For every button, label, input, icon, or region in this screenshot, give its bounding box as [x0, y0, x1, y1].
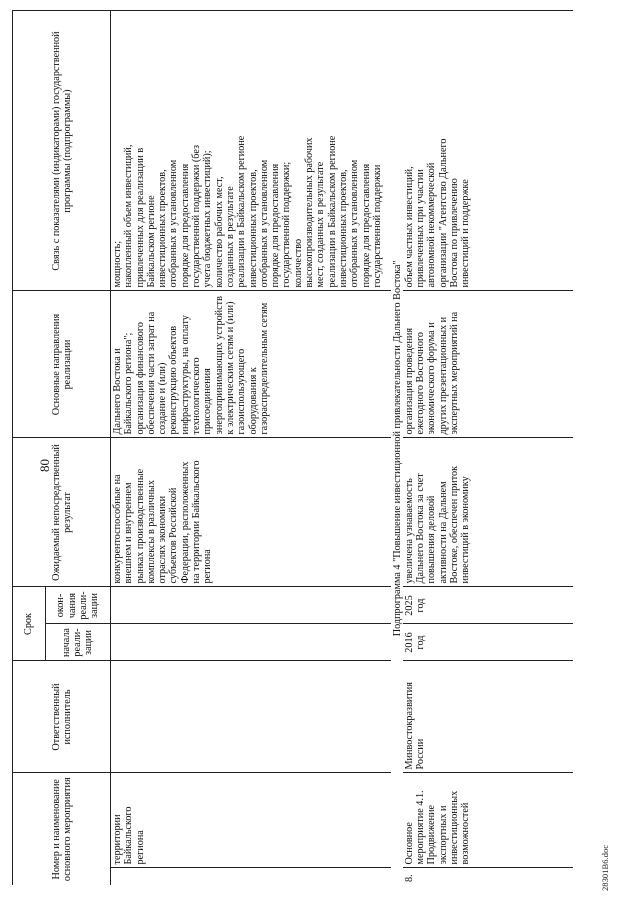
text-line: 2016: [403, 632, 415, 653]
text-line: инвестиций в экономику: [460, 476, 472, 584]
table-header-row: [13, 11, 46, 885]
text-line: автономной некоммерческой: [426, 162, 438, 288]
executor-lines: [404, 665, 427, 770]
text-line: Байкальского: [123, 806, 135, 865]
cell-result: [403, 438, 573, 587]
text-line: организации "Агентство Дальнего: [437, 138, 449, 288]
text-line: государственной поддержки (без: [191, 145, 203, 288]
directions-lines: [404, 295, 460, 435]
text-line: высокопроизводительных рабочих: [304, 137, 316, 288]
text-line: порядке для предоставления: [270, 163, 282, 288]
name-lines: [112, 777, 146, 865]
result-lines: [404, 442, 472, 584]
text-line: субъектов Российской: [168, 487, 180, 584]
text-line: накопленный объем инвестиций,: [123, 144, 135, 288]
text-line: созданных в результате: [224, 186, 236, 288]
subprogram-title: Подпрограмма 4 "Повышение инвестиционной привлекательности Дальнего Востока": [391, 11, 403, 885]
text-line: год: [415, 598, 427, 613]
text-line: порядке для предоставления: [360, 163, 372, 288]
text-line: Федерации, расположенных: [179, 461, 191, 584]
activities-table: [12, 11, 573, 886]
text-line: учета бюджетных инвестиций);: [202, 150, 214, 288]
text-line: государственной поддержки: [371, 164, 383, 288]
table-row-8: [403, 11, 573, 885]
text-line: экспертных мероприятий на: [448, 311, 460, 435]
text-line: Продвижение: [426, 804, 438, 865]
text-line: мест, созданных в результате: [315, 161, 327, 288]
text-line: создание и (или): [157, 362, 169, 435]
cell-executor: [403, 661, 573, 773]
text-line: России: [415, 738, 427, 770]
text-line: Дальнего Востока и: [112, 348, 123, 435]
table-row-continued: [111, 11, 391, 885]
text-line: привлеченных при участии: [415, 169, 427, 288]
cell-directions: [403, 291, 573, 438]
text-line: внешнем и внутреннем: [123, 482, 135, 584]
text-line: мощность;: [112, 240, 123, 288]
cell-link: [403, 11, 573, 291]
text-line: присоединения: [202, 368, 214, 435]
result-lines: [112, 442, 214, 584]
cell-name: [403, 773, 573, 868]
header-period: Срок: [13, 587, 46, 661]
text-line: комплексы в различных: [145, 480, 157, 584]
cell-end: [403, 587, 573, 624]
text-line: к электрическим сетям и (или): [224, 301, 236, 435]
header-executor: Ответственный исполнитель: [13, 661, 111, 773]
cell-result-continued: [111, 438, 391, 587]
text-line: инвестиций и поддержке: [460, 179, 472, 288]
text-line: энергопринимающих устройств: [213, 296, 225, 435]
text-line: количество: [292, 238, 304, 288]
text-line: организация финансового: [134, 322, 146, 435]
text-line: экономического форума и: [426, 322, 438, 435]
text-line: технологического: [191, 357, 203, 435]
text-line: реализации в Байкальском регионе: [236, 135, 248, 288]
directions-lines: [112, 295, 270, 435]
text-line: Востока по привлечению: [448, 178, 460, 288]
cell-start: [403, 624, 573, 661]
text-line: объем частных инвестиций,: [403, 166, 415, 288]
text-line: рынках производственные: [134, 468, 146, 584]
text-line: отобранных в установленном: [258, 159, 270, 288]
text-line: организация проведения: [403, 327, 415, 435]
cell-link-continued: [111, 11, 391, 291]
header-number-name: Номер и наименование основного мероприятия: [13, 773, 111, 885]
text-line: оборудования к: [247, 367, 259, 435]
page-number: 80: [37, 459, 52, 472]
header-link: Связь с показателями (индикаторами) государственной программы (подпрограммы): [13, 11, 111, 291]
text-line: Байкальского региона";: [123, 332, 135, 435]
text-line: газоиспользующего: [236, 348, 248, 435]
text-line: возможностей: [460, 802, 472, 865]
text-line: Основное: [403, 822, 415, 865]
text-line: ежегодного Восточного: [415, 332, 427, 435]
text-line: региона: [134, 830, 146, 865]
text-line: мероприятие 4.1.: [415, 790, 427, 865]
text-line: конкурентоспособные на: [112, 474, 123, 584]
text-line: повышения деловой: [426, 495, 438, 584]
header-end: окон- чания реали- зации: [45, 587, 110, 624]
cell-directions-continued: [111, 291, 391, 438]
text-line: экспортных и: [437, 805, 449, 865]
subprogram-title-row: [391, 11, 403, 885]
text-line: отраслях экономики: [157, 495, 169, 584]
text-line: реконструкцию объектов: [168, 325, 180, 435]
text-line: количество рабочих мест,: [213, 176, 225, 288]
text-line: Востоке, обеспечен приток: [448, 465, 460, 584]
text-line: инвестиционных проектов,: [337, 169, 349, 288]
text-line: отобранных в установленном: [349, 159, 361, 288]
header-start: начала реали- зации: [45, 624, 110, 661]
text-line: региона: [202, 549, 214, 584]
file-name-footer: 28301В6.doc: [600, 844, 610, 891]
text-line: инвестиционных проектов,: [157, 169, 169, 288]
text-line: привлеченных для реализации в: [134, 147, 146, 288]
text-line: инвестиционных проектов,: [247, 169, 259, 288]
text-line: инфраструктуры, на оплату: [179, 315, 191, 435]
link-lines: [112, 15, 383, 288]
text-line: газораспределительным сетям: [258, 302, 270, 435]
text-line: государственной поддержки;: [281, 161, 293, 288]
text-line: Дальнего Востока за счет: [415, 473, 427, 584]
cell-start-empty: [111, 624, 391, 661]
text-line: Минвостокразвития: [403, 682, 415, 770]
name-lines: [404, 777, 472, 865]
text-line: отобранных в установленном: [168, 159, 180, 288]
text-line: территории: [112, 814, 123, 865]
header-result: Ожидаемый непосредственный результат: [13, 438, 111, 587]
row-number: 8.: [403, 868, 573, 885]
cell-end-empty: [111, 587, 391, 624]
text-line: 2025: [403, 595, 415, 616]
text-line: год: [415, 635, 427, 650]
text-line: реализации в Байкальском регионе: [326, 135, 338, 288]
cell-executor-empty: [111, 661, 391, 773]
text-line: других презентационных и: [437, 316, 449, 435]
text-line: Байкальском регионе: [145, 195, 157, 288]
header-directions: Основные направления реализации: [13, 291, 111, 438]
text-line: активности на Дальнем: [437, 481, 449, 584]
text-line: на территории Байкальского: [191, 460, 203, 584]
text-line: инвестиционных: [448, 790, 460, 865]
link-lines: [404, 15, 472, 288]
text-line: увеличена узнаваемость: [403, 478, 415, 584]
text-line: обеспечения части затрат на: [145, 311, 157, 435]
text-line: порядке для предоставления: [179, 163, 191, 288]
cell-number-empty: [111, 868, 391, 885]
cell-name-continued: [111, 773, 391, 868]
